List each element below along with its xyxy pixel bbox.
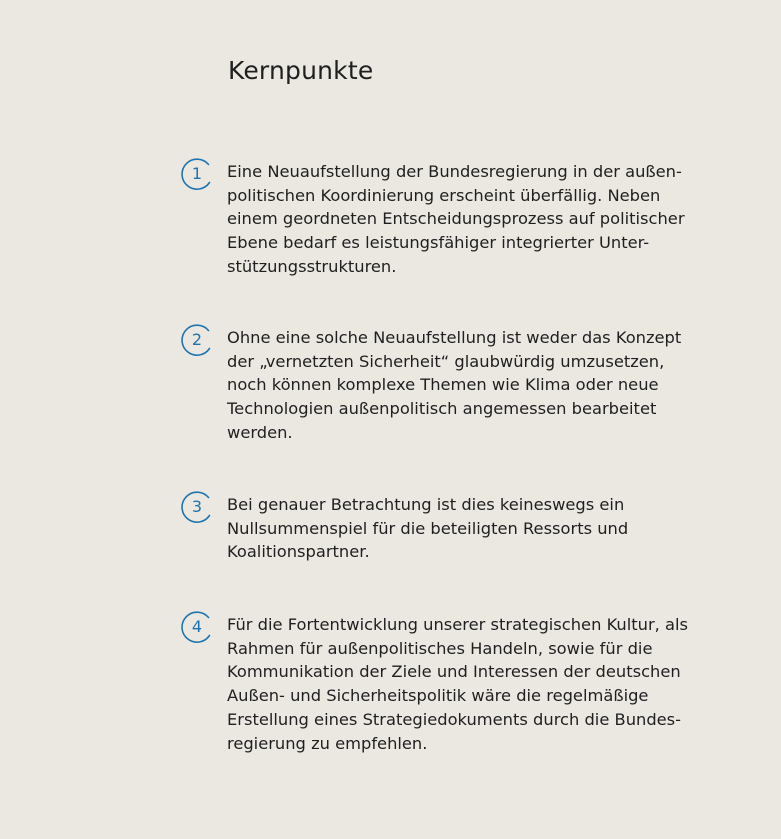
number-badge-1 [180, 157, 214, 191]
page-title: Kernpunkte [228, 56, 374, 85]
number-badge-4 [180, 610, 214, 644]
point-number: 2 [191, 330, 203, 349]
point-number: 1 [191, 164, 203, 183]
point-text: Ohne eine solche Neuaufstellung ist weder das Konzept der „vernetzten Sicherheit“ glaubwürdig umzusetzen, noch können komplexe Themen wie Klima oder neue Technologien außenpolitisch angemessen bearbeitet werden. [227, 328, 682, 442]
point-number: 4 [191, 617, 203, 636]
point-text: Bei genauer Betrachtung ist dies keineswegs ein Nullsummenspiel für die beteiligten Ressorts und Koalitionspartner. [227, 495, 629, 562]
number-badge-2 [180, 323, 214, 357]
point-text: Eine Neuaufstellung der Bundesregierung in der außen- politischen Koordinierung erscheint überfällig. Neben einem geordneten Entscheidungsprozess auf politischer Ebene bedarf es leistungsfähiger integrierter Unter- stützungsstrukturen. [227, 162, 685, 276]
point-text: Für die Fortentwicklung unserer strategischen Kultur, als Rahmen für außenpolitisches Handeln, sowie für die Kommunikation der Ziele und Interessen der deutschen Außen- und Sicherheitspolitik wäre die regelmäßige Erstellung eines Strategiedokuments durch die Bundes- regierung zu empfehlen. [227, 615, 689, 753]
number-badge-3 [180, 490, 214, 524]
point-number: 3 [191, 497, 203, 516]
